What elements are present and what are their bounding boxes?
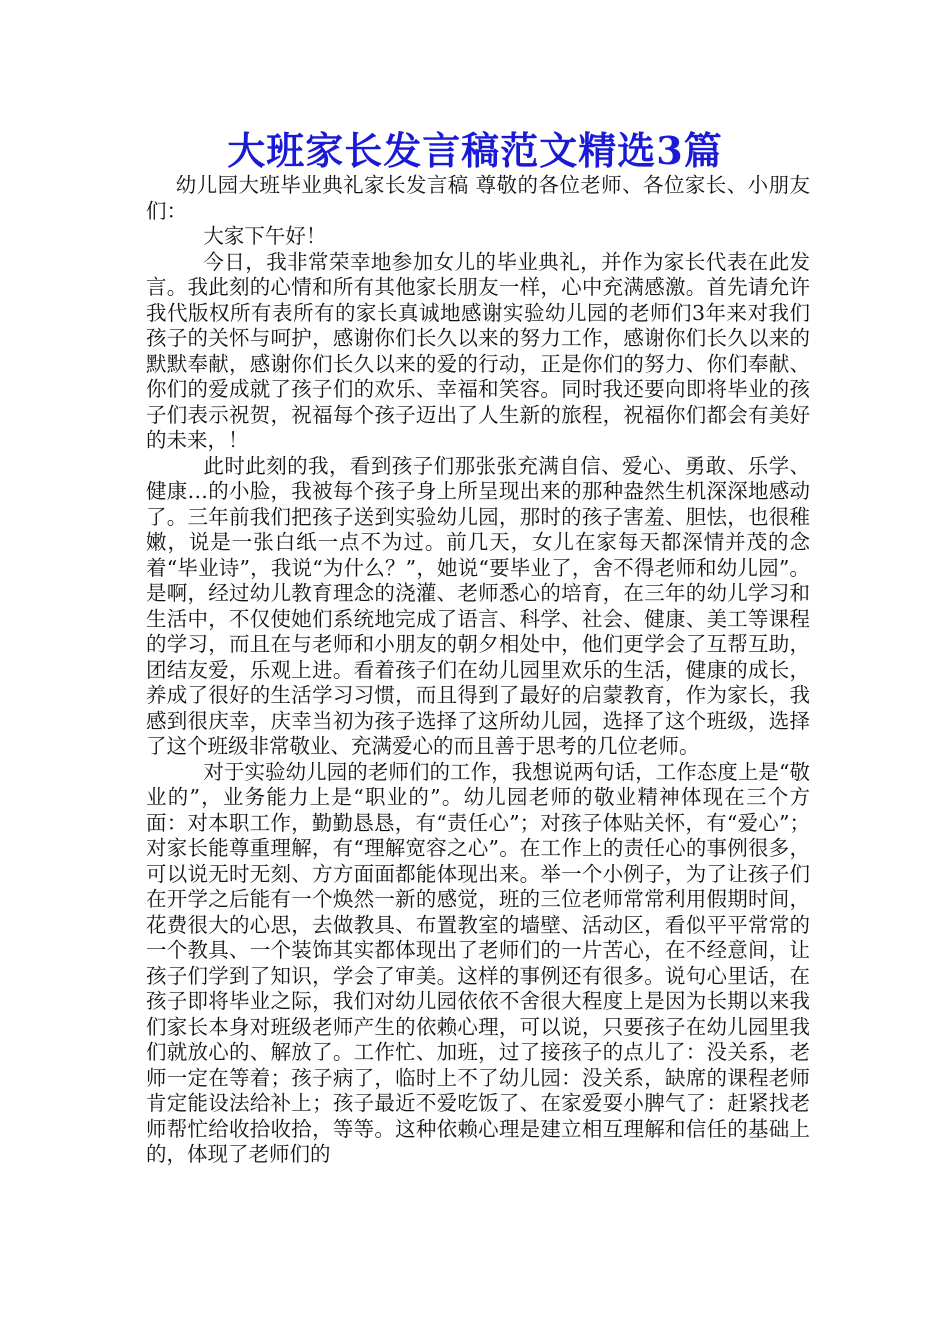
intro-paragraph: 幼儿园大班毕业典礼家长发言稿 尊敬的各位老师、各位家长、小朋友们：	[146, 173, 810, 223]
greeting-paragraph: 大家下午好！	[203, 224, 327, 248]
body-paragraph: 此时此刻的我，看到孩子们那张张充满自信、爱心、勇敢、乐学、健康…的小脸，我被每个孩子身上所呈现出来的那种盎然生机深深地感动了。三年前我们把孩子送到实验幼儿园，那时的孩子害羞、胆怯，也很稚嫩，说是一张白纸一点不为过。前几天，女儿在家每天都深情并茂的念着“毕业诗”，我说“为什么？”，她说“要毕业了，舍不得老师和幼儿园”。是啊，经过幼儿教育理念的浇灌、老师悉心的培育，在三年的幼儿学习和生活中，不仅使她们系统地完成了语言、科学、社会、健康、美工等课程的学习，而且在与老师和小朋友的朝夕相处中，他们更学会了互帮互助，团结友爱，乐观上进。看着孩子们在幼儿园里欢乐的生活，健康的成长，养成了很好的生活学习习惯，而且得到了最好的启蒙教育，作为家长，我感到很庆幸，庆幸当初为孩子选择了这所幼儿园，选择了这个班级，选择了这个班级非常敬业、充满爱心的而且善于思考的几位老师。	[146, 453, 810, 758]
body-paragraph: 对于实验幼儿园的老师们的工作，我想说两句话，工作态度上是“敬业的”，业务能力上是“职业的”。幼儿园老师的敬业精神体现在三个方面：对本职工作，勤勤恳恳，有“责任心”；对孩子体贴关怀，有“爱心”；对家长能尊重理解，有“理解宽容之心”。在工作上的责任心的事例很多，可以说无时无刻、方方面面都能体现出来。举一个小例子，为了让孩子们在开学之后能有一个焕然一新的感觉，班的三位老师常常利用假期时间，花费很大的心思，去做教具、布置教室的墙壁、活动区，看似平平常常的一个教具、一个装饰其实都体现出了老师们的一片苦心，在不经意间，让孩子们学到了知识，学会了审美。这样的事例还有很多。说句心里话，在孩子即将毕业之际，我们对幼儿园依依不舍很大程度上是因为长期以来我们家长本身对班级老师产生的依赖心理，可以说，只要孩子在幼儿园里我们就放心的、解放了。工作忙、加班，过了接孩子的点儿了：没关系，老师一定在等着；孩子病了，临时上不了幼儿园：没关系，缺席的课程老师肯定能设法给补上；孩子最近不爱吃饭了、在家爱耍小脾气了：赶紧找老师帮忙给收拾收拾，等等。这种依赖心理是建立相互理解和信任的基础上的，体现了老师们的	[146, 759, 810, 1166]
body-paragraph: 今日，我非常荣幸地参加女儿的毕业典礼，并作为家长代表在此发言。我此刻的心情和所有其他家长朋友一样，心中充满感激。首先请允许我代版权所有表所有的家长真诚地感谢实验幼儿园的老师们3年来对我们孩子的关怀与呵护，感谢你们长久以来的努力工作，感谢你们长久以来的默默奉献，感谢你们长久以来的爱的行动，正是你们的努力、你们奉献、你们的爱成就了孩子们的欢乐、幸福和笑容。同时我还要向即将毕业的孩子们表示祝贺，祝福每个孩子迈出了人生新的旅程，祝福你们都会有美好的未来，！	[146, 249, 810, 452]
document-body	[146, 173, 810, 1168]
document-title: 大班家长发言稿范文精选3篇	[227, 128, 723, 173]
